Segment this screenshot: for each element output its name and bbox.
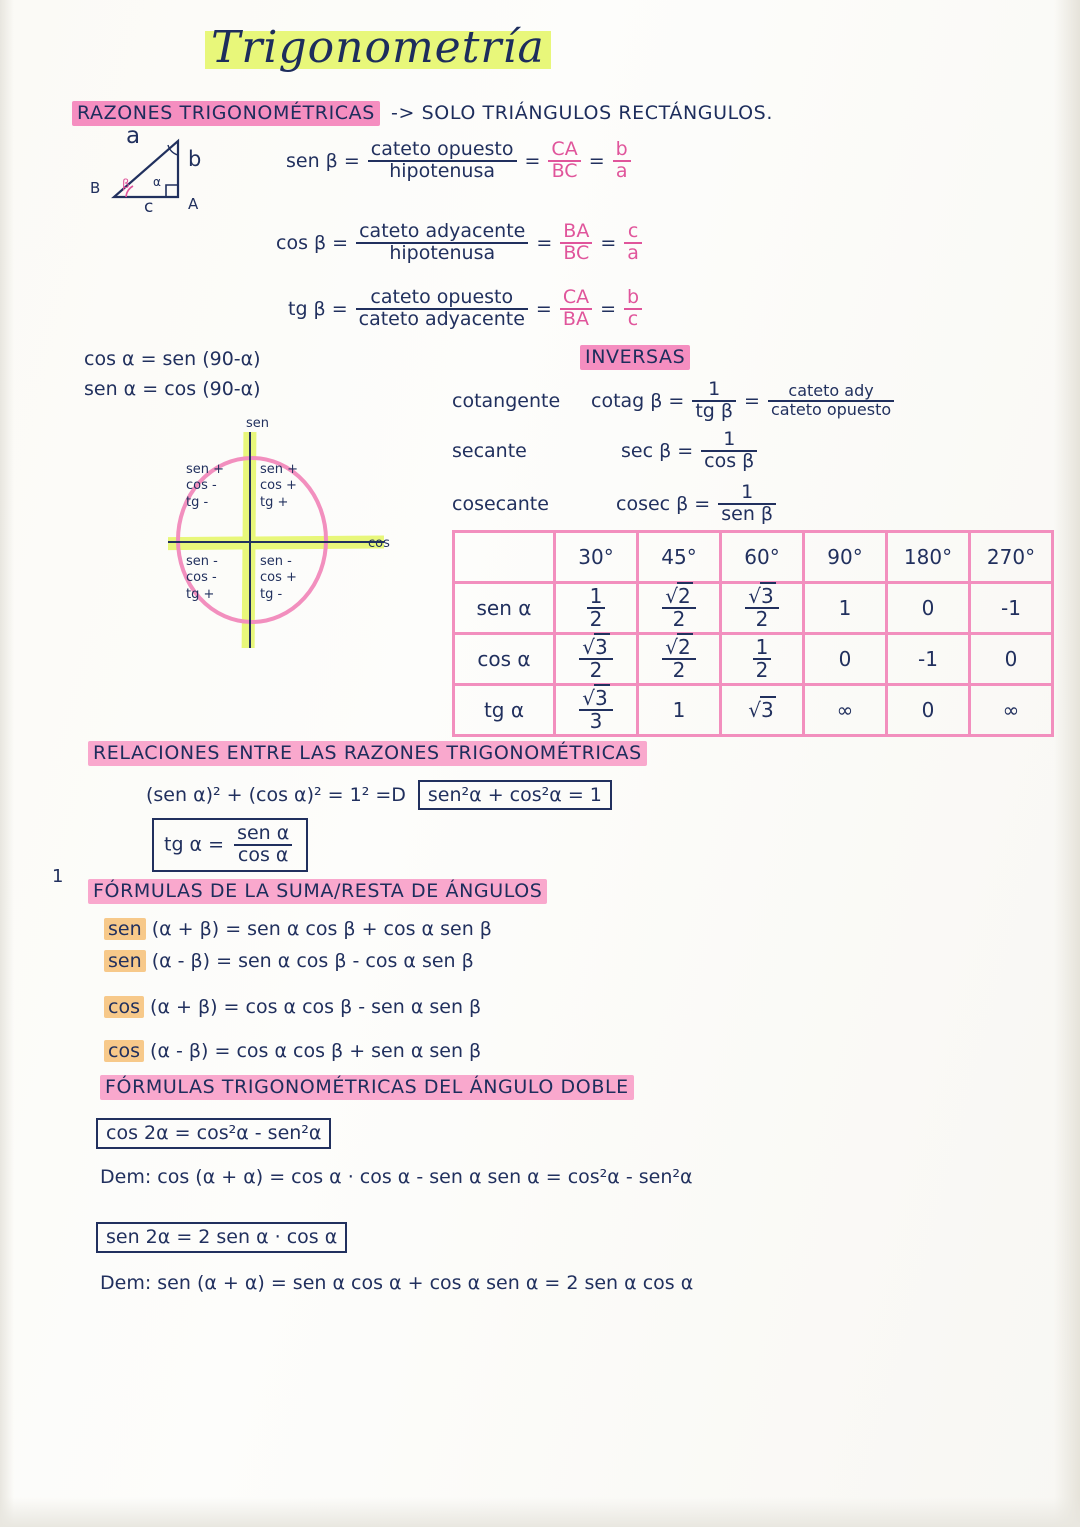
q4-tg: tg - xyxy=(260,586,283,602)
equals-6: = xyxy=(600,297,616,320)
ratio-cos-den: hipotenusa xyxy=(356,242,528,264)
cosecante-num: 1 xyxy=(741,481,754,503)
cell-cos-180: -1 xyxy=(887,634,970,685)
cell-tg-30: $\frac{√3}{3}$ xyxy=(555,685,638,736)
relations-heading-text: RELACIONES ENTRE LAS RAZONES TRIGONOMÉTRICAS xyxy=(88,741,647,766)
ratio-sen-eq3-den: a xyxy=(613,160,631,182)
q1-tg: tg + xyxy=(260,494,289,510)
q1-cos: cos + xyxy=(260,478,297,494)
tg-identity-lhs: tg α = xyxy=(164,833,225,856)
page-title: Trigonometría xyxy=(205,22,551,73)
equals-2: = xyxy=(588,149,605,172)
ratio-cos-eq3-num: c xyxy=(627,220,639,242)
ratio-sen-eq2-num: CA xyxy=(551,138,578,160)
q3-cos: cos - xyxy=(186,570,217,586)
table-col-45: 45° xyxy=(638,532,721,583)
ratio-cos-eq3-den: a xyxy=(624,242,642,264)
cell-sen-30: $\frac{1}{2}$ xyxy=(555,583,638,634)
page-edge-bottom xyxy=(0,1497,1080,1527)
table-corner-cell xyxy=(454,532,555,583)
triangle-side-a: a xyxy=(126,123,141,149)
triangle-side-b: b xyxy=(188,147,202,171)
ratio-tg-fraction xyxy=(356,288,528,330)
ratio-cos-fraction3 xyxy=(624,222,642,264)
cotangente-eq2-den: cateto opuesto xyxy=(768,400,894,419)
formula-cos-diff xyxy=(104,1040,481,1062)
ratio-tg-eq2-num: CA xyxy=(562,286,590,308)
cell-tg-60: √3 xyxy=(721,685,804,736)
ratio-sen-eq3-num: b xyxy=(615,138,628,160)
cell-sen-60: $\frac{√3}{2}$ xyxy=(721,583,804,634)
q3-sen: sen - xyxy=(186,554,218,569)
ratio-sen-den: hipotenusa xyxy=(368,160,517,182)
ratio-tg-eq2-den: BA xyxy=(560,308,592,330)
ratio-tg-fraction3 xyxy=(624,288,642,330)
table-col-30: 30° xyxy=(555,532,638,583)
secante-formula: sec β = xyxy=(621,439,694,462)
ratio-tg-eq3-den: c xyxy=(624,308,642,330)
cosecante-den: sen β xyxy=(718,503,776,525)
triangle-side-c: c xyxy=(144,197,154,217)
ratio-tg-fraction2 xyxy=(560,288,592,330)
axis-label-sen: sen xyxy=(246,416,270,431)
cell-cos-45: $\frac{√2}{2}$ xyxy=(638,634,721,685)
ratio-cos-num: cateto adyacente xyxy=(359,220,526,242)
formula-sen-diff-hl: sen xyxy=(104,950,146,972)
triangle-angle-beta: β xyxy=(122,177,130,191)
ratio-cos xyxy=(276,222,646,264)
ratios-note: -> SOLO TRIÁNGULOS RECTÁNGULOS. xyxy=(391,102,773,124)
triangle-angle-alpha: α xyxy=(153,175,161,189)
cell-tg-45: 1 xyxy=(638,685,721,736)
relation-pythagorean xyxy=(146,780,612,810)
formula-cos-diff-rest: (α - β) = cos α cos β + sen α sen β xyxy=(150,1040,482,1062)
ratio-sen-fraction3 xyxy=(613,140,631,182)
cotangente-formula: cotag β = xyxy=(591,389,685,412)
cell-cos-30: $\frac{√3}{2}$ xyxy=(555,634,638,685)
table-col-270: 270° xyxy=(970,532,1053,583)
ratio-tg-name: tg β = xyxy=(288,297,348,320)
triangle-vertex-a: A xyxy=(188,195,199,213)
ratio-cos-fraction xyxy=(356,222,528,264)
secante-den: cos β xyxy=(701,450,757,472)
relation-boxed: sen²α + cos²α = 1 xyxy=(418,780,612,810)
page-edge-right xyxy=(1054,0,1080,1527)
inverse-cotangente xyxy=(452,380,898,422)
cell-sen-90: 1 xyxy=(804,583,887,634)
inverse-secante xyxy=(452,430,761,472)
margin-mark: 1 xyxy=(52,866,64,887)
cell-sen-45: $\frac{√2}{2}$ xyxy=(638,583,721,634)
ratio-tg xyxy=(288,288,646,330)
triangle-svg xyxy=(96,135,226,221)
quadrant-1-signs xyxy=(260,462,298,511)
sum-heading-text: FÓRMULAS DE LA SUMA/RESTA DE ÁNGULOS xyxy=(88,879,547,904)
ratio-cos-name: cos β = xyxy=(276,231,349,254)
tg-identity-num: sen α xyxy=(237,822,290,844)
trig-values-table xyxy=(452,530,1054,737)
proof-sen-double: Dem: sen (α + α) = sen α cos α + cos α sen α = 2 sen α cos α xyxy=(100,1272,694,1294)
double-heading-text: FÓRMULAS TRIGONOMÉTRICAS DEL ÁNGULO DOBLE xyxy=(100,1075,634,1100)
cosecante-formula: cosec β = xyxy=(616,492,711,515)
ratio-tg-num: cateto opuesto xyxy=(370,286,514,308)
complementary-cos: cos α = sen (90-α) xyxy=(84,348,261,370)
ratio-sen-name: sen β = xyxy=(286,149,360,172)
cell-tg-180: 0 xyxy=(887,685,970,736)
section-heading-ratios xyxy=(72,102,773,124)
equals-1: = xyxy=(524,149,541,172)
formula-sen-diff-rest: (α - β) = sen α cos β - cos α sen β xyxy=(151,950,474,972)
formula-cos-sum xyxy=(104,996,481,1018)
cotangente-fraction2 xyxy=(768,383,894,419)
section-heading-double xyxy=(100,1076,634,1098)
ratio-sen-num: cateto opuesto xyxy=(370,138,514,160)
ratio-cos-eq2-num: BA xyxy=(563,220,590,242)
table-row xyxy=(454,634,1053,685)
page-edge-left xyxy=(0,0,14,1527)
cell-tg-270: ∞ xyxy=(970,685,1053,736)
tg-identity-fraction xyxy=(234,824,292,866)
cell-tg-90: ∞ xyxy=(804,685,887,736)
tg-identity-den: cos α xyxy=(234,844,292,866)
cotangente-fraction xyxy=(692,380,736,422)
secante-num: 1 xyxy=(723,428,736,450)
row-label-cos: cos α xyxy=(454,634,555,685)
section-heading-inverses xyxy=(580,346,690,368)
quadrant-sign-circle xyxy=(168,416,390,648)
cell-cos-270: 0 xyxy=(970,634,1053,685)
quadrant-3-signs xyxy=(186,554,218,603)
table-col-60: 60° xyxy=(721,532,804,583)
formula-cos-diff-hl: cos xyxy=(104,1040,144,1062)
cotangente-den: tg β xyxy=(692,400,736,422)
inverse-cosecante xyxy=(452,483,780,525)
quadrant-4-signs xyxy=(260,554,297,603)
relation-tg-identity xyxy=(152,818,308,872)
cell-sen-270: -1 xyxy=(970,583,1053,634)
ratio-cos-eq2-den: BC xyxy=(560,242,592,264)
ratio-tg-den: cateto adyacente xyxy=(356,308,528,330)
formula-cos-sum-hl: cos xyxy=(104,996,144,1018)
equals-7: = xyxy=(744,389,760,412)
cotangente-eq2-num: cateto ady xyxy=(788,381,874,401)
ratio-sen-fraction xyxy=(368,140,517,182)
secante-fraction xyxy=(701,430,757,472)
right-triangle-diagram xyxy=(90,123,226,221)
q2-cos: cos - xyxy=(186,478,217,494)
row-label-sen: sen α xyxy=(454,583,555,634)
q4-sen: sen - xyxy=(260,554,292,569)
ratio-tg-eq3-num: b xyxy=(627,286,640,308)
q4-cos: cos + xyxy=(260,570,297,586)
q3-tg: tg + xyxy=(186,586,215,602)
equals-5: = xyxy=(535,297,552,320)
formula-sen-double: sen 2α = 2 sen α · cos α xyxy=(96,1222,347,1253)
q1-sen: sen + xyxy=(260,462,299,477)
table-col-90: 90° xyxy=(804,532,887,583)
formula-sen-sum xyxy=(104,918,492,940)
triangle-vertex-b: B xyxy=(90,179,101,197)
secante-label: secante xyxy=(452,439,527,462)
q2-tg: tg - xyxy=(186,494,209,510)
table-row xyxy=(454,583,1053,634)
ratio-sen-fraction2 xyxy=(548,140,580,182)
formula-sen-sum-hl: sen xyxy=(104,918,146,940)
equals-3: = xyxy=(536,231,553,254)
section-heading-relations xyxy=(88,742,647,764)
axis-label-cos: cos xyxy=(368,536,390,551)
complementary-sen: sen α = cos (90-α) xyxy=(84,378,261,400)
cotangente-num: 1 xyxy=(708,378,721,400)
ratios-heading-text: RAZONES TRIGONOMÉTRICAS xyxy=(72,101,380,126)
cell-cos-60: $\frac{1}{2}$ xyxy=(721,634,804,685)
equals-4: = xyxy=(600,231,617,254)
cosecante-label: cosecante xyxy=(452,492,549,515)
formula-cos-double: cos 2α = cos²α - sen²α xyxy=(96,1118,331,1149)
ratio-sen xyxy=(286,140,635,182)
table-row xyxy=(454,685,1053,736)
ratio-cos-fraction2 xyxy=(560,222,592,264)
formula-sen-sum-rest: (α + β) = sen α cos β + cos α sen β xyxy=(151,918,492,940)
ratio-sen-eq2-den: BC xyxy=(548,160,580,182)
relation-lhs: (sen α)² + (cos α)² = 1² =D xyxy=(146,784,406,806)
formula-cos-sum-rest: (α + β) = cos α cos β - sen α sen β xyxy=(150,996,482,1018)
row-label-tg: tg α xyxy=(454,685,555,736)
cosecante-fraction xyxy=(718,483,776,525)
table-col-180: 180° xyxy=(887,532,970,583)
proof-cos-double: Dem: cos (α + α) = cos α · cos α - sen α sen α = cos²α - sen²α xyxy=(100,1166,693,1188)
section-heading-sum xyxy=(88,880,547,902)
cell-sen-180: 0 xyxy=(887,583,970,634)
inverses-heading-text: INVERSAS xyxy=(580,345,690,370)
formula-sen-diff xyxy=(104,950,474,972)
quadrant-2-signs xyxy=(186,462,224,511)
table-header-row xyxy=(454,532,1053,583)
q2-sen: sen + xyxy=(186,462,225,477)
cotangente-label: cotangente xyxy=(452,389,561,412)
cell-cos-90: 0 xyxy=(804,634,887,685)
